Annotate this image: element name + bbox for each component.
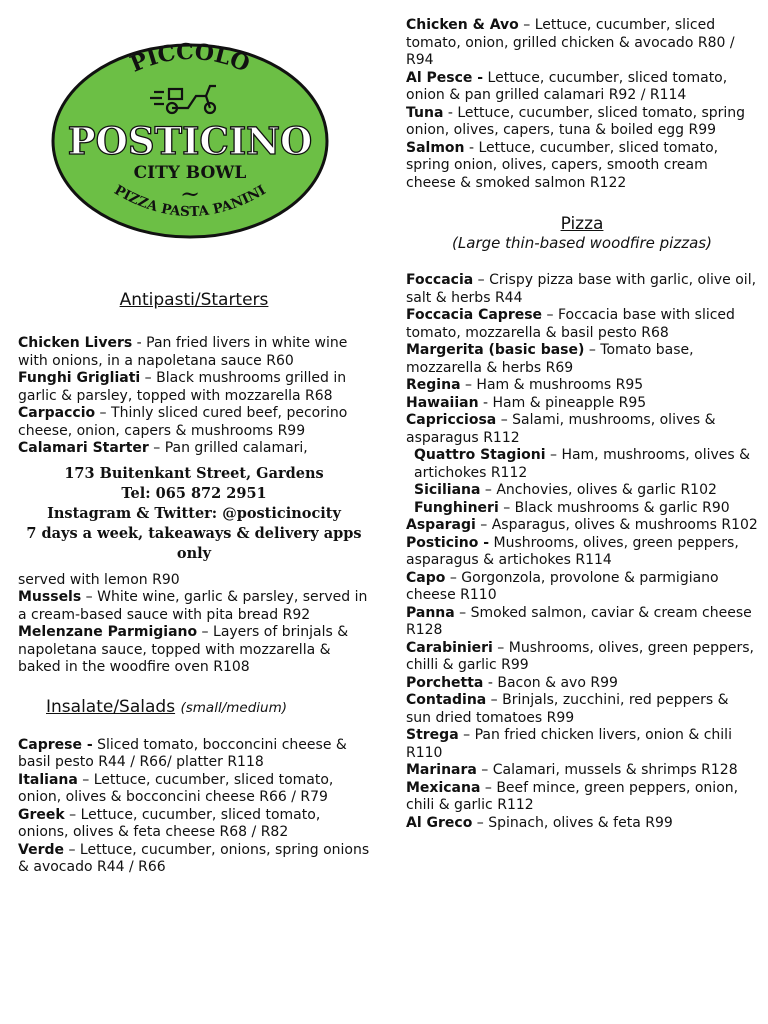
item-name: Porchetta bbox=[406, 674, 484, 691]
menu-item bbox=[406, 675, 758, 693]
opening-hours: 7 days a week, takeaways & delivery apps only bbox=[26, 524, 362, 562]
item-name: Hawaiian bbox=[406, 394, 479, 411]
item-price: R110 bbox=[406, 744, 443, 761]
menu-item bbox=[406, 17, 758, 70]
right-column bbox=[406, 0, 758, 832]
menu-item bbox=[406, 605, 758, 640]
item-name: Foccacia Caprese bbox=[406, 307, 543, 323]
menu-item bbox=[406, 535, 758, 570]
pizza-subheading: (Large thin-based woodfire pizzas) bbox=[452, 234, 712, 252]
item-price: R128 bbox=[406, 622, 443, 638]
item-desc: Crispy pizza base with garlic, olive oil, salt & herbs bbox=[406, 272, 757, 306]
item-sep: - bbox=[132, 335, 147, 351]
address: 173 Buitenkant Street, Gardens bbox=[64, 464, 324, 482]
item-sep: – bbox=[584, 342, 601, 358]
item-desc: Black mushrooms & garlic bbox=[514, 499, 703, 516]
menu-item bbox=[406, 105, 758, 140]
item-desc: White wine, garlic & parsley, served in a cream-based sauce with pita bread bbox=[18, 589, 368, 623]
item-desc: Ham & pineapple bbox=[492, 394, 619, 411]
item-name: Tuna bbox=[406, 104, 444, 121]
item-desc: Pan fried chicken livers, onion & chili bbox=[474, 727, 732, 743]
item-desc: Mushrooms, olives, green peppers, chilli & garlic bbox=[406, 639, 755, 673]
item-sep: – bbox=[64, 806, 81, 823]
item-price: R90 bbox=[152, 571, 180, 588]
item-desc: Anchovies, olives & garlic bbox=[496, 482, 681, 498]
menu-item bbox=[18, 589, 370, 624]
item-desc: Spinach, olives & feta bbox=[488, 814, 646, 831]
item-price: R92 bbox=[282, 606, 311, 623]
item-sep: - bbox=[478, 394, 493, 411]
item-name: Chicken Livers bbox=[18, 335, 133, 351]
item-sep: – bbox=[148, 440, 165, 456]
item-price: R112 bbox=[490, 464, 528, 481]
menu-item bbox=[18, 842, 370, 877]
item-name: Chicken & Avo bbox=[406, 17, 519, 33]
item-desc: Pan fried livers in white wine with onions, in a napoletana sauce bbox=[18, 335, 348, 369]
item-desc: Layers of brinjals & napoletana sauce, topped with mozzarella & baked in the woodfire oven bbox=[18, 624, 349, 675]
menu-item bbox=[18, 405, 370, 440]
item-sep: – bbox=[77, 771, 94, 788]
item-sep: – bbox=[492, 639, 509, 656]
item-name: Panna bbox=[406, 604, 455, 621]
telephone: Tel: 065 872 2951 bbox=[121, 484, 267, 502]
item-sep: – bbox=[140, 370, 157, 386]
item-price: R66 / R79 bbox=[259, 789, 328, 805]
item-price: R90 bbox=[702, 499, 730, 516]
item-sep: – bbox=[458, 727, 475, 743]
item-desc: Asparagus, olives & mushrooms bbox=[491, 517, 722, 533]
item-desc: Salami, mushrooms, olives & asparagus bbox=[406, 412, 716, 446]
logo-sub-text: CITY BOWL bbox=[133, 163, 247, 183]
item-name: Posticino - bbox=[406, 534, 490, 551]
menu-item bbox=[406, 377, 758, 395]
item-price: R112 bbox=[483, 429, 520, 446]
item-desc: Smoked salmon, caviar & cream cheese bbox=[470, 604, 752, 621]
item-desc: Foccacia base with sliced tomato, mozzarella & basil pesto bbox=[406, 307, 735, 341]
item-name: Asparagi bbox=[406, 517, 476, 533]
item-desc: Thinly sliced cured beef, pecorino cheese, onion, capers & mushrooms bbox=[18, 405, 348, 439]
salads-heading-text: Insalate/Salads bbox=[46, 696, 176, 717]
item-name: Mussels bbox=[18, 589, 82, 605]
item-price: R44 / R66 bbox=[96, 859, 166, 875]
item-sep: – bbox=[460, 377, 477, 393]
menu-item bbox=[406, 815, 758, 833]
item-sep: – bbox=[518, 17, 535, 33]
item-sep: - bbox=[443, 104, 458, 121]
item-sep: – bbox=[496, 412, 513, 428]
menu-item bbox=[18, 624, 370, 677]
item-desc: Sliced tomato, bocconcini cheese & basil pesto bbox=[18, 736, 347, 770]
menu-item bbox=[18, 335, 370, 370]
item-price: R99 bbox=[688, 122, 717, 138]
item-price: R68 bbox=[641, 324, 669, 341]
item-price: R102 bbox=[680, 482, 717, 498]
item-desc: Lettuce, cucumber, sliced tomato, onion, grilled chicken & avocado bbox=[406, 17, 716, 51]
logo-bottom-text: PIZZA PASTA PANINI bbox=[111, 182, 269, 221]
item-sep: – bbox=[542, 307, 558, 323]
item-sep: – bbox=[64, 841, 80, 858]
item-name: Capo bbox=[406, 569, 446, 586]
antipasti-list bbox=[18, 335, 370, 458]
item-price: R114 bbox=[575, 552, 612, 568]
item-price: R108 bbox=[213, 659, 250, 675]
item-name: Calamari Starter bbox=[18, 440, 149, 456]
antipasti-list-continued bbox=[18, 572, 370, 677]
menu-item bbox=[406, 272, 758, 307]
item-name: Strega bbox=[406, 727, 459, 743]
item-name: Verde bbox=[18, 841, 64, 858]
item-sep: – bbox=[545, 447, 562, 463]
menu-item bbox=[406, 70, 758, 105]
menu-item bbox=[406, 140, 758, 193]
item-price: R99 bbox=[590, 674, 618, 691]
menu-item bbox=[406, 570, 758, 605]
item-desc: Bacon & avo bbox=[497, 674, 591, 691]
menu-item bbox=[406, 762, 758, 780]
menu-item bbox=[406, 395, 758, 413]
item-price: R128 bbox=[701, 762, 738, 778]
menu-item bbox=[18, 370, 370, 405]
menu-item bbox=[406, 517, 758, 535]
item-desc: Mushrooms, olives, green peppers, asparagus & artichokes bbox=[406, 534, 739, 568]
item-name: Al Greco bbox=[406, 814, 473, 831]
item-sep: – bbox=[454, 604, 471, 621]
item-desc: Lettuce, cucumber, sliced tomato, onion, olives & bocconcini cheese bbox=[18, 771, 334, 805]
menu-item bbox=[18, 572, 370, 590]
item-price: R80 / R94 bbox=[406, 34, 735, 68]
item-sep: – bbox=[475, 517, 492, 533]
item-desc: Pan grilled calamari, bbox=[164, 440, 308, 456]
item-desc: Tomato base, mozzarella & herbs bbox=[406, 342, 694, 376]
item-name: Capricciosa bbox=[406, 412, 497, 428]
item-name: Siciliana bbox=[414, 482, 481, 498]
item-price: R69 bbox=[545, 359, 574, 376]
menu-item bbox=[406, 447, 758, 482]
logo-top-text: PICCOLO bbox=[126, 42, 254, 78]
pizza-list bbox=[406, 272, 758, 832]
item-price: R60 bbox=[266, 352, 294, 369]
item-price: R110 bbox=[460, 587, 497, 603]
social-handles: Instagram & Twitter: @posticinocity bbox=[47, 504, 341, 522]
item-price: R112 bbox=[497, 797, 534, 813]
item-sep: – bbox=[498, 499, 515, 516]
item-sep: – bbox=[81, 589, 98, 605]
item-sep: - bbox=[483, 674, 498, 691]
item-sep: – bbox=[476, 762, 493, 778]
menu-item bbox=[406, 727, 758, 762]
item-desc: Gorgonzola, provolone & parmigiano cheese bbox=[406, 569, 719, 603]
salads-list-continued bbox=[406, 17, 758, 192]
item-sep: - bbox=[464, 139, 479, 156]
item-price: R99 bbox=[546, 709, 575, 726]
item-price: R44 bbox=[494, 289, 523, 306]
item-desc: Ham, mushrooms, olives & artichokes bbox=[414, 447, 751, 481]
item-price: R99 bbox=[645, 814, 673, 831]
salads-size-note: (small/medium) bbox=[180, 699, 287, 716]
item-name: Greek bbox=[18, 806, 65, 823]
item-name: Salmon bbox=[406, 139, 465, 156]
item-name: Melenzane Parmigiano bbox=[18, 624, 198, 640]
salads-list bbox=[18, 737, 370, 877]
item-desc: Ham & mushrooms bbox=[476, 377, 616, 393]
item-sep: – bbox=[480, 482, 497, 498]
antipasti-heading: Antipasti/Starters bbox=[119, 290, 269, 310]
menu-item bbox=[406, 342, 758, 377]
pizza-heading: Pizza bbox=[560, 214, 604, 234]
contact-info bbox=[18, 464, 370, 564]
item-price: R68 bbox=[305, 387, 333, 404]
left-column bbox=[18, 0, 370, 877]
item-price: R95 bbox=[618, 394, 647, 411]
item-desc: Lettuce, cucumber, onions, spring onions & avocado bbox=[18, 841, 370, 875]
menu-item bbox=[406, 482, 758, 500]
item-desc: Lettuce, cucumber, sliced tomato, onions, olives & feta cheese bbox=[18, 806, 321, 840]
logo-main-text: POSTICINO bbox=[67, 119, 313, 163]
item-name: Quattro Stagioni bbox=[414, 447, 546, 463]
item-desc: Beef mince, green peppers, onion, chili & garlic bbox=[406, 779, 739, 813]
item-name: Al Pesce - bbox=[406, 69, 484, 86]
menu-item bbox=[406, 307, 758, 342]
item-desc: Lettuce, cucumber, sliced tomato, spring onion, olives, capers, smooth cream cheese & smoked salmon bbox=[406, 139, 719, 191]
item-price: R95 bbox=[615, 377, 644, 393]
item-sep: – bbox=[480, 779, 497, 796]
menu-item bbox=[406, 780, 758, 815]
item-name: Carpaccio bbox=[18, 405, 96, 421]
menu-item bbox=[406, 692, 758, 727]
item-sep: – bbox=[472, 814, 489, 831]
item-price: R68 / R82 bbox=[219, 824, 289, 840]
item-price: R102 bbox=[721, 517, 758, 533]
logo-tilde: ~ bbox=[179, 180, 201, 208]
item-name: Funghineri bbox=[414, 499, 499, 516]
item-price: R99 bbox=[277, 422, 306, 439]
item-name: Caprese - bbox=[18, 736, 93, 753]
item-desc: Lettuce, cucumber, sliced tomato, onion & pan grilled calamari bbox=[406, 69, 728, 103]
item-name: Mexicana bbox=[406, 779, 481, 796]
item-name: Contadina bbox=[406, 692, 487, 708]
menu-item bbox=[406, 500, 758, 518]
menu-item bbox=[18, 440, 370, 458]
item-name: Funghi Grigliati bbox=[18, 370, 141, 386]
item-desc: Brinjals, zucchini, red peppers & sun dried tomatoes bbox=[406, 692, 729, 726]
item-name: Margerita (basic base) bbox=[406, 342, 585, 358]
menu-item bbox=[18, 737, 370, 772]
item-sep: – bbox=[445, 569, 462, 586]
item-desc: Black mushrooms grilled in garlic & parsley, topped with mozzarella bbox=[18, 370, 347, 404]
menu-item bbox=[18, 772, 370, 807]
item-desc: Calamari, mussels & shrimps bbox=[492, 762, 702, 778]
item-sep: – bbox=[486, 692, 503, 708]
item-name: Italiana bbox=[18, 771, 78, 788]
menu-item bbox=[406, 640, 758, 675]
item-name: Foccacia bbox=[406, 272, 474, 288]
item-name: Regina bbox=[406, 377, 461, 393]
item-price: R122 bbox=[589, 174, 627, 191]
item-price: R92 / R114 bbox=[608, 87, 687, 103]
menu-item bbox=[18, 807, 370, 842]
item-desc: served with lemon bbox=[18, 571, 153, 588]
item-desc: Lettuce, cucumber, sliced tomato, spring onion, olives, capers, tuna & boiled egg bbox=[406, 104, 746, 138]
item-name: Marinara bbox=[406, 762, 477, 778]
item-sep: – bbox=[473, 272, 490, 288]
menu-item bbox=[406, 412, 758, 447]
item-price: R99 bbox=[501, 657, 529, 673]
item-price: R44 / R66/ platter R118 bbox=[98, 754, 264, 770]
salads-heading bbox=[18, 697, 370, 717]
item-sep: – bbox=[197, 624, 214, 640]
item-sep: – bbox=[95, 405, 112, 421]
item-name: Carabinieri bbox=[406, 639, 493, 656]
